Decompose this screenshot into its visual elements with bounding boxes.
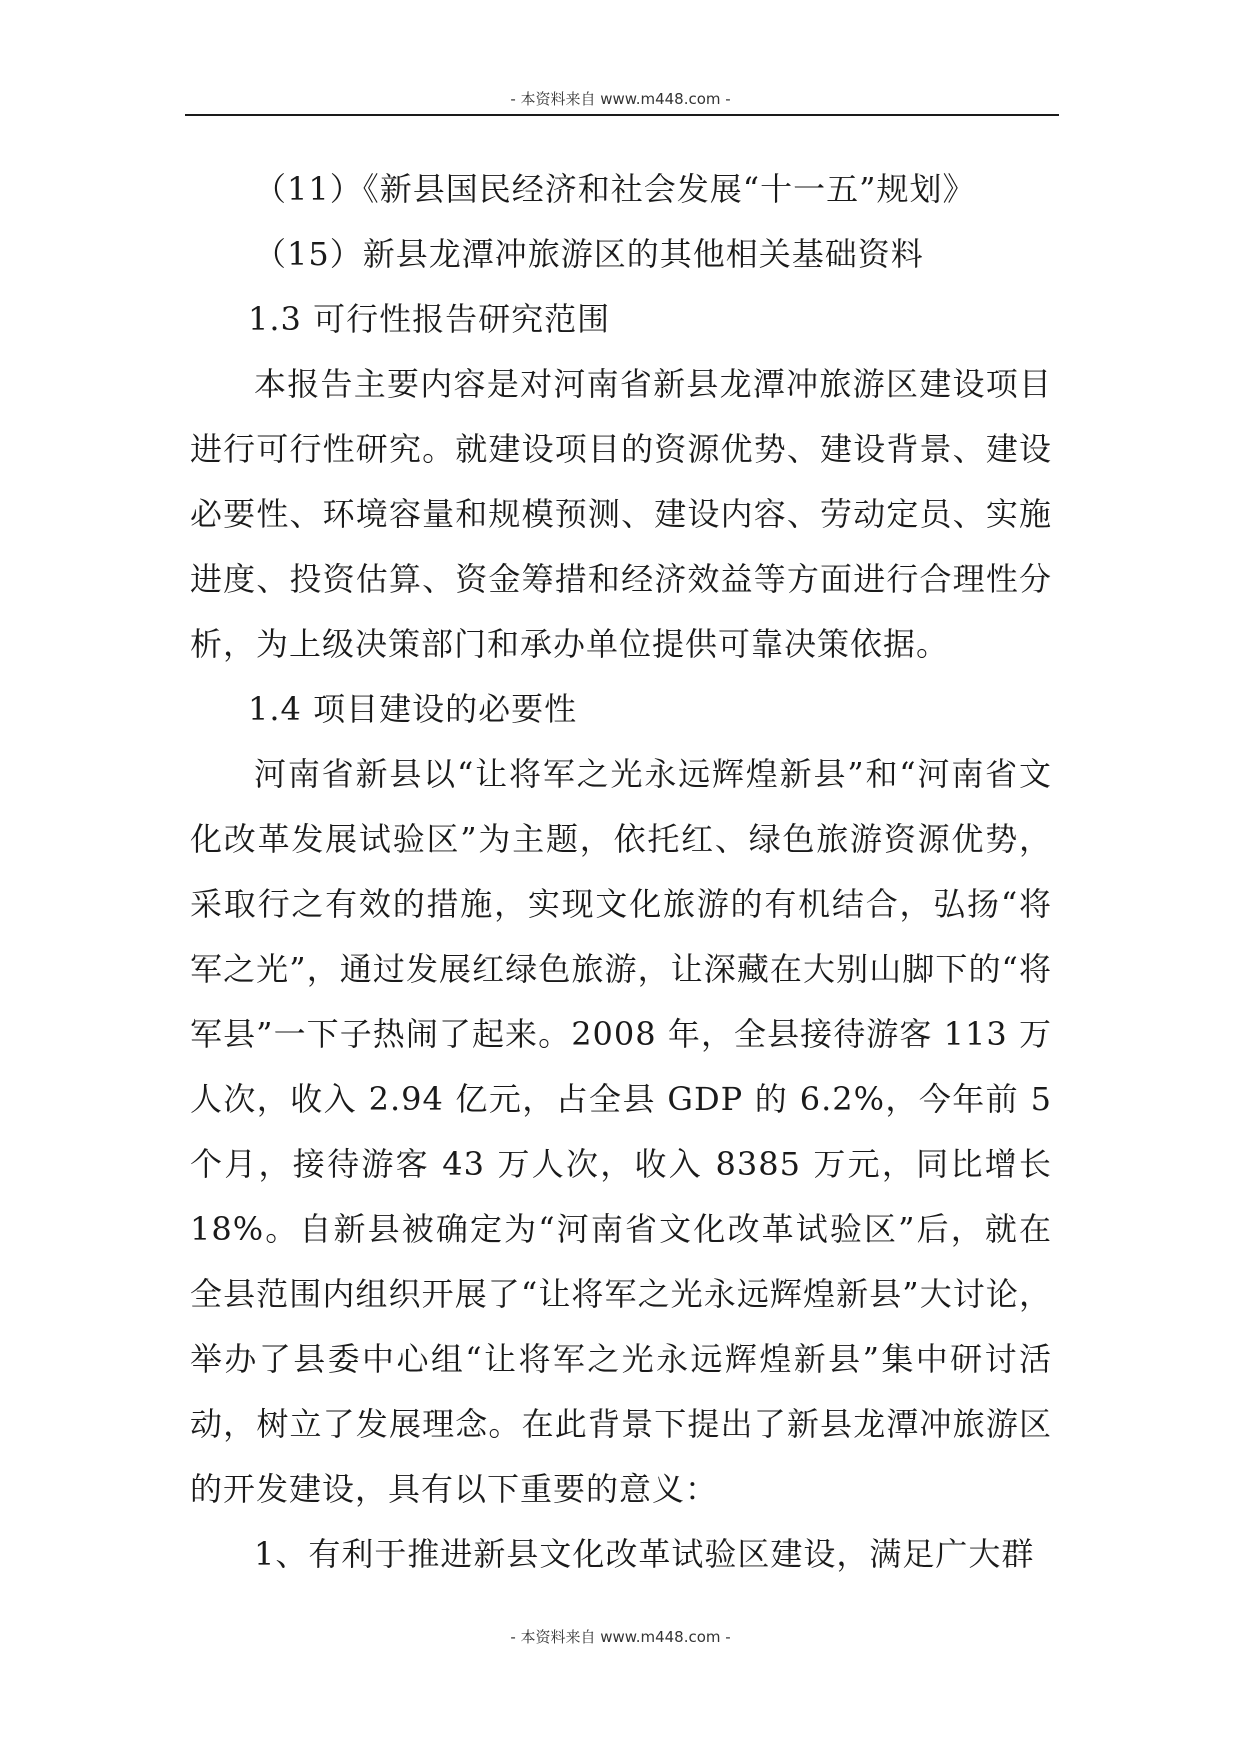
document-body xyxy=(190,157,1052,1587)
page-header-source-note: - 本资料来自 www.m448.com - xyxy=(510,90,731,108)
section-1-3-heading: 1.3 可行性报告研究范围 xyxy=(248,300,611,338)
page-footer-source-note: - 本资料来自 www.m448.com - xyxy=(510,1628,731,1646)
reference-item-15: （15）新县龙潭冲旅游区的其他相关基础资料 xyxy=(254,235,924,273)
section-1-4-paragraph: 河南省新县以“让将军之光永远辉煌新县”和“河南省文化改革发展试验区”为主题，依托红、绿色旅游资源优势，采取行之有效的措施，实现文化旅游的有机结合，弘扬“将军之光”，通过发展红绿色旅游，让深藏在大别山脚下的“将军县”一下子热闹了起来。2008 年，全县接待游客 113 万人次，收入 2.94 亿元，占全县 GDP 的 6.2%，今年前 5 个月，接待游客 43 万人次，收入 8385 万元，同比增长 18%。自新县被确定为“河南省文化改革试验区”后，就在全县范围内组织开展了“让将军之光永远辉煌新县”大讨论，举办了县委中心组“让将军之光永远辉煌新县”集中研讨活动，树立了发展理念。在此背景下提出了新县龙潭冲旅游区的开发建设，具有以下重要的意义： xyxy=(190,755,1052,1508)
header-divider xyxy=(185,114,1059,116)
significance-point-1: 1、有利于推进新县文化改革试验区建设，满足广大群 xyxy=(254,1535,1035,1573)
section-1-3-paragraph: 本报告主要内容是对河南省新县龙潭冲旅游区建设项目进行可行性研究。就建设项目的资源优势、建设背景、建设必要性、环境容量和规模预测、建设内容、劳动定员、实施进度、投资估算、资金筹措和经济效益等方面进行合理性分析，为上级决策部门和承办单位提供可靠决策依据。 xyxy=(190,365,1052,663)
reference-item-11: （11）《新县国民经济和社会发展“十一五”规划》 xyxy=(254,170,976,208)
section-1-4-heading: 1.4 项目建设的必要性 xyxy=(248,690,578,728)
